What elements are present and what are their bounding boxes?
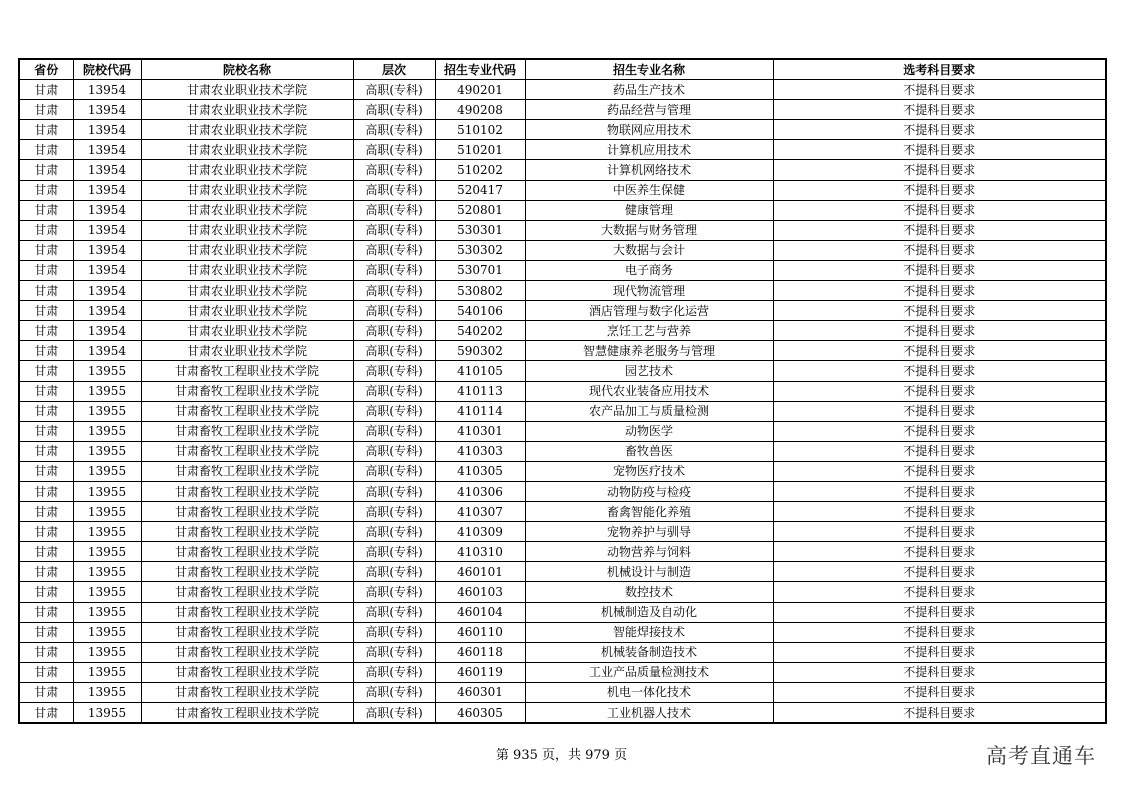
cell-major-name: 计算机网络技术 xyxy=(525,160,773,180)
cell-subject-requirement: 不提科目要求 xyxy=(773,582,1106,602)
cell-subject-requirement: 不提科目要求 xyxy=(773,703,1106,724)
cell-level: 高职(专科) xyxy=(353,481,435,501)
cell-subject-requirement: 不提科目要求 xyxy=(773,642,1106,662)
table-row xyxy=(19,140,1106,160)
cell-major-name: 机电一体化技术 xyxy=(525,682,773,702)
cell-school-code: 13954 xyxy=(73,180,141,200)
cell-level: 高职(专科) xyxy=(353,542,435,562)
cell-major-name: 计算机应用技术 xyxy=(525,140,773,160)
cell-subject-requirement: 不提科目要求 xyxy=(773,662,1106,682)
cell-level: 高职(专科) xyxy=(353,381,435,401)
cell-school-code: 13955 xyxy=(73,662,141,682)
cell-subject-requirement: 不提科目要求 xyxy=(773,200,1106,220)
cell-school-code: 13955 xyxy=(73,421,141,441)
cell-major-code: 410309 xyxy=(435,522,525,542)
cell-school-name: 甘肃农业职业技术学院 xyxy=(141,140,353,160)
cell-school-code: 13954 xyxy=(73,240,141,260)
cell-major-code: 410114 xyxy=(435,401,525,421)
table-row xyxy=(19,260,1106,280)
cell-school-name: 甘肃畜牧工程职业技术学院 xyxy=(141,381,353,401)
table-row xyxy=(19,502,1106,522)
table-row xyxy=(19,160,1106,180)
cell-school-name: 甘肃畜牧工程职业技术学院 xyxy=(141,522,353,542)
cell-subject-requirement: 不提科目要求 xyxy=(773,341,1106,361)
cell-province: 甘肃 xyxy=(19,622,73,642)
table-row xyxy=(19,602,1106,622)
cell-level: 高职(专科) xyxy=(353,301,435,321)
cell-major-name: 农产品加工与质量检测 xyxy=(525,401,773,421)
cell-major-code: 410113 xyxy=(435,381,525,401)
cell-school-code: 13954 xyxy=(73,100,141,120)
table-row xyxy=(19,522,1106,542)
header-school-name: 院校名称 xyxy=(141,59,353,80)
cell-province: 甘肃 xyxy=(19,301,73,321)
cell-subject-requirement: 不提科目要求 xyxy=(773,100,1106,120)
cell-major-name: 机械制造及自动化 xyxy=(525,602,773,622)
cell-major-code: 540106 xyxy=(435,301,525,321)
cell-subject-requirement: 不提科目要求 xyxy=(773,260,1106,280)
cell-province: 甘肃 xyxy=(19,100,73,120)
cell-level: 高职(专科) xyxy=(353,703,435,724)
cell-province: 甘肃 xyxy=(19,240,73,260)
cell-level: 高职(专科) xyxy=(353,622,435,642)
cell-school-code: 13954 xyxy=(73,200,141,220)
cell-school-code: 13955 xyxy=(73,481,141,501)
cell-major-code: 460104 xyxy=(435,602,525,622)
table-row xyxy=(19,200,1106,220)
cell-major-code: 510201 xyxy=(435,140,525,160)
cell-major-name: 机械设计与制造 xyxy=(525,562,773,582)
table-row xyxy=(19,682,1106,702)
cell-school-code: 13954 xyxy=(73,281,141,301)
cell-level: 高职(专科) xyxy=(353,421,435,441)
cell-school-code: 13955 xyxy=(73,562,141,582)
cell-province: 甘肃 xyxy=(19,140,73,160)
cell-subject-requirement: 不提科目要求 xyxy=(773,421,1106,441)
cell-province: 甘肃 xyxy=(19,602,73,622)
cell-school-name: 甘肃农业职业技术学院 xyxy=(141,180,353,200)
cell-major-code: 460118 xyxy=(435,642,525,662)
cell-major-name: 畜牧兽医 xyxy=(525,441,773,461)
cell-province: 甘肃 xyxy=(19,200,73,220)
cell-province: 甘肃 xyxy=(19,321,73,341)
cell-level: 高职(专科) xyxy=(353,321,435,341)
cell-school-code: 13955 xyxy=(73,642,141,662)
cell-subject-requirement: 不提科目要求 xyxy=(773,682,1106,702)
cell-school-name: 甘肃农业职业技术学院 xyxy=(141,301,353,321)
cell-school-name: 甘肃农业职业技术学院 xyxy=(141,260,353,280)
cell-major-name: 园艺技术 xyxy=(525,361,773,381)
cell-level: 高职(专科) xyxy=(353,562,435,582)
table-row xyxy=(19,120,1106,140)
cell-school-code: 13954 xyxy=(73,220,141,240)
cell-major-code: 530802 xyxy=(435,281,525,301)
cell-province: 甘肃 xyxy=(19,120,73,140)
cell-province: 甘肃 xyxy=(19,361,73,381)
cell-major-name: 大数据与会计 xyxy=(525,240,773,260)
table-row xyxy=(19,80,1106,100)
cell-subject-requirement: 不提科目要求 xyxy=(773,180,1106,200)
cell-subject-requirement: 不提科目要求 xyxy=(773,622,1106,642)
cell-school-code: 13955 xyxy=(73,361,141,381)
cell-major-code: 510102 xyxy=(435,120,525,140)
cell-level: 高职(专科) xyxy=(353,180,435,200)
cell-province: 甘肃 xyxy=(19,441,73,461)
cell-province: 甘肃 xyxy=(19,281,73,301)
cell-level: 高职(专科) xyxy=(353,100,435,120)
header-major-code: 招生专业代码 xyxy=(435,59,525,80)
cell-subject-requirement: 不提科目要求 xyxy=(773,401,1106,421)
cell-major-code: 410305 xyxy=(435,461,525,481)
cell-major-name: 数控技术 xyxy=(525,582,773,602)
cell-school-code: 13955 xyxy=(73,542,141,562)
table-row xyxy=(19,421,1106,441)
header-province: 省份 xyxy=(19,59,73,80)
cell-school-code: 13955 xyxy=(73,441,141,461)
header-level: 层次 xyxy=(353,59,435,80)
cell-school-name: 甘肃畜牧工程职业技术学院 xyxy=(141,421,353,441)
cell-school-code: 13955 xyxy=(73,461,141,481)
cell-province: 甘肃 xyxy=(19,220,73,240)
cell-subject-requirement: 不提科目要求 xyxy=(773,502,1106,522)
cell-major-name: 动物医学 xyxy=(525,421,773,441)
table-header-row xyxy=(19,59,1106,80)
cell-school-name: 甘肃畜牧工程职业技术学院 xyxy=(141,502,353,522)
table-row xyxy=(19,281,1106,301)
table-row xyxy=(19,622,1106,642)
cell-major-code: 490208 xyxy=(435,100,525,120)
cell-school-name: 甘肃农业职业技术学院 xyxy=(141,80,353,100)
cell-major-name: 智能焊接技术 xyxy=(525,622,773,642)
cell-level: 高职(专科) xyxy=(353,502,435,522)
cell-major-code: 460119 xyxy=(435,662,525,682)
cell-major-name: 健康管理 xyxy=(525,200,773,220)
cell-subject-requirement: 不提科目要求 xyxy=(773,602,1106,622)
cell-level: 高职(专科) xyxy=(353,140,435,160)
cell-subject-requirement: 不提科目要求 xyxy=(773,562,1106,582)
cell-subject-requirement: 不提科目要求 xyxy=(773,381,1106,401)
cell-province: 甘肃 xyxy=(19,461,73,481)
cell-major-code: 410307 xyxy=(435,502,525,522)
cell-level: 高职(专科) xyxy=(353,682,435,702)
cell-level: 高职(专科) xyxy=(353,200,435,220)
cell-level: 高职(专科) xyxy=(353,80,435,100)
cell-school-name: 甘肃畜牧工程职业技术学院 xyxy=(141,662,353,682)
cell-subject-requirement: 不提科目要求 xyxy=(773,481,1106,501)
table-row xyxy=(19,321,1106,341)
cell-major-name: 烹饪工艺与营养 xyxy=(525,321,773,341)
cell-major-code: 460301 xyxy=(435,682,525,702)
cell-major-name: 药品生产技术 xyxy=(525,80,773,100)
cell-major-code: 520801 xyxy=(435,200,525,220)
cell-province: 甘肃 xyxy=(19,562,73,582)
header-major-name: 招生专业名称 xyxy=(525,59,773,80)
cell-school-code: 13955 xyxy=(73,401,141,421)
cell-school-name: 甘肃畜牧工程职业技术学院 xyxy=(141,642,353,662)
cell-school-name: 甘肃畜牧工程职业技术学院 xyxy=(141,542,353,562)
table-row xyxy=(19,441,1106,461)
cell-province: 甘肃 xyxy=(19,522,73,542)
cell-province: 甘肃 xyxy=(19,421,73,441)
cell-major-name: 机械装备制造技术 xyxy=(525,642,773,662)
cell-school-code: 13954 xyxy=(73,160,141,180)
cell-school-name: 甘肃农业职业技术学院 xyxy=(141,341,353,361)
cell-school-code: 13955 xyxy=(73,622,141,642)
cell-major-code: 410310 xyxy=(435,542,525,562)
cell-major-name: 智慧健康养老服务与管理 xyxy=(525,341,773,361)
cell-major-name: 工业产品质量检测技术 xyxy=(525,662,773,682)
cell-school-code: 13954 xyxy=(73,301,141,321)
cell-school-name: 甘肃畜牧工程职业技术学院 xyxy=(141,582,353,602)
cell-subject-requirement: 不提科目要求 xyxy=(773,120,1106,140)
cell-level: 高职(专科) xyxy=(353,341,435,361)
cell-level: 高职(专科) xyxy=(353,361,435,381)
cell-level: 高职(专科) xyxy=(353,582,435,602)
cell-subject-requirement: 不提科目要求 xyxy=(773,160,1106,180)
cell-level: 高职(专科) xyxy=(353,220,435,240)
cell-province: 甘肃 xyxy=(19,80,73,100)
table-row xyxy=(19,240,1106,260)
page-number: 第 935 页，共 979 页 xyxy=(495,748,628,763)
cell-province: 甘肃 xyxy=(19,260,73,280)
cell-province: 甘肃 xyxy=(19,502,73,522)
cell-school-name: 甘肃畜牧工程职业技术学院 xyxy=(141,361,353,381)
cell-school-name: 甘肃农业职业技术学院 xyxy=(141,120,353,140)
cell-major-name: 动物营养与饲料 xyxy=(525,542,773,562)
cell-major-code: 530301 xyxy=(435,220,525,240)
cell-subject-requirement: 不提科目要求 xyxy=(773,301,1106,321)
cell-major-code: 530701 xyxy=(435,260,525,280)
cell-school-code: 13955 xyxy=(73,502,141,522)
cell-school-name: 甘肃农业职业技术学院 xyxy=(141,160,353,180)
table-row xyxy=(19,662,1106,682)
cell-major-name: 动物防疫与检疫 xyxy=(525,481,773,501)
cell-school-name: 甘肃畜牧工程职业技术学院 xyxy=(141,401,353,421)
cell-school-code: 13954 xyxy=(73,260,141,280)
header-subject-requirement: 选考科目要求 xyxy=(773,59,1106,80)
table-row xyxy=(19,703,1106,724)
cell-subject-requirement: 不提科目要求 xyxy=(773,80,1106,100)
cell-province: 甘肃 xyxy=(19,180,73,200)
table-body xyxy=(19,80,1106,724)
table-row xyxy=(19,220,1106,240)
cell-school-name: 甘肃畜牧工程职业技术学院 xyxy=(141,481,353,501)
cell-major-code: 510202 xyxy=(435,160,525,180)
cell-major-code: 410301 xyxy=(435,421,525,441)
cell-level: 高职(专科) xyxy=(353,642,435,662)
cell-subject-requirement: 不提科目要求 xyxy=(773,321,1106,341)
cell-major-code: 540202 xyxy=(435,321,525,341)
table-row xyxy=(19,341,1106,361)
table-row xyxy=(19,542,1106,562)
cell-level: 高职(专科) xyxy=(353,120,435,140)
cell-school-name: 甘肃畜牧工程职业技术学院 xyxy=(141,622,353,642)
table-row xyxy=(19,642,1106,662)
cell-school-code: 13954 xyxy=(73,321,141,341)
cell-major-code: 460103 xyxy=(435,582,525,602)
cell-major-name: 工业机器人技术 xyxy=(525,703,773,724)
table-row xyxy=(19,582,1106,602)
cell-major-code: 490201 xyxy=(435,80,525,100)
cell-level: 高职(专科) xyxy=(353,441,435,461)
cell-school-name: 甘肃畜牧工程职业技术学院 xyxy=(141,441,353,461)
cell-subject-requirement: 不提科目要求 xyxy=(773,220,1106,240)
cell-province: 甘肃 xyxy=(19,582,73,602)
admissions-table xyxy=(18,58,1107,724)
cell-level: 高职(专科) xyxy=(353,602,435,622)
cell-subject-requirement: 不提科目要求 xyxy=(773,522,1106,542)
table-row xyxy=(19,180,1106,200)
cell-major-code: 410303 xyxy=(435,441,525,461)
cell-province: 甘肃 xyxy=(19,160,73,180)
cell-major-code: 410306 xyxy=(435,481,525,501)
cell-school-code: 13955 xyxy=(73,703,141,724)
cell-major-name: 酒店管理与数字化运营 xyxy=(525,301,773,321)
cell-subject-requirement: 不提科目要求 xyxy=(773,281,1106,301)
cell-school-code: 13954 xyxy=(73,120,141,140)
cell-province: 甘肃 xyxy=(19,542,73,562)
cell-province: 甘肃 xyxy=(19,401,73,421)
cell-school-code: 13954 xyxy=(73,80,141,100)
table-row xyxy=(19,481,1106,501)
cell-major-name: 畜禽智能化养殖 xyxy=(525,502,773,522)
cell-school-name: 甘肃畜牧工程职业技术学院 xyxy=(141,461,353,481)
cell-major-code: 590302 xyxy=(435,341,525,361)
cell-major-code: 460101 xyxy=(435,562,525,582)
cell-province: 甘肃 xyxy=(19,381,73,401)
cell-major-name: 现代物流管理 xyxy=(525,281,773,301)
table-row xyxy=(19,361,1106,381)
cell-subject-requirement: 不提科目要求 xyxy=(773,461,1106,481)
cell-major-code: 530302 xyxy=(435,240,525,260)
cell-major-name: 现代农业装备应用技术 xyxy=(525,381,773,401)
table-row xyxy=(19,461,1106,481)
table-row xyxy=(19,562,1106,582)
cell-school-code: 13955 xyxy=(73,602,141,622)
cell-major-name: 中医养生保健 xyxy=(525,180,773,200)
cell-level: 高职(专科) xyxy=(353,522,435,542)
cell-major-name: 大数据与财务管理 xyxy=(525,220,773,240)
cell-province: 甘肃 xyxy=(19,341,73,361)
cell-province: 甘肃 xyxy=(19,682,73,702)
cell-school-code: 13954 xyxy=(73,140,141,160)
cell-level: 高职(专科) xyxy=(353,160,435,180)
cell-subject-requirement: 不提科目要求 xyxy=(773,542,1106,562)
cell-school-name: 甘肃农业职业技术学院 xyxy=(141,200,353,220)
cell-school-code: 13955 xyxy=(73,522,141,542)
watermark-logo: 高考直通车 xyxy=(986,744,1096,768)
cell-major-code: 460305 xyxy=(435,703,525,724)
cell-level: 高职(专科) xyxy=(353,662,435,682)
cell-school-code: 13954 xyxy=(73,341,141,361)
cell-school-code: 13955 xyxy=(73,381,141,401)
cell-school-name: 甘肃农业职业技术学院 xyxy=(141,220,353,240)
cell-level: 高职(专科) xyxy=(353,281,435,301)
cell-subject-requirement: 不提科目要求 xyxy=(773,140,1106,160)
cell-school-name: 甘肃畜牧工程职业技术学院 xyxy=(141,682,353,702)
cell-subject-requirement: 不提科目要求 xyxy=(773,240,1106,260)
cell-school-name: 甘肃畜牧工程职业技术学院 xyxy=(141,703,353,724)
cell-province: 甘肃 xyxy=(19,642,73,662)
cell-province: 甘肃 xyxy=(19,662,73,682)
cell-school-name: 甘肃农业职业技术学院 xyxy=(141,321,353,341)
cell-major-name: 宠物养护与驯导 xyxy=(525,522,773,542)
header-school-code: 院校代码 xyxy=(73,59,141,80)
table-row xyxy=(19,301,1106,321)
cell-school-code: 13955 xyxy=(73,582,141,602)
cell-school-name: 甘肃畜牧工程职业技术学院 xyxy=(141,562,353,582)
cell-major-name: 电子商务 xyxy=(525,260,773,280)
cell-province: 甘肃 xyxy=(19,703,73,724)
cell-major-name: 宠物医疗技术 xyxy=(525,461,773,481)
cell-major-name: 物联网应用技术 xyxy=(525,120,773,140)
cell-school-name: 甘肃农业职业技术学院 xyxy=(141,240,353,260)
cell-province: 甘肃 xyxy=(19,481,73,501)
cell-subject-requirement: 不提科目要求 xyxy=(773,361,1106,381)
cell-major-code: 460110 xyxy=(435,622,525,642)
cell-level: 高职(专科) xyxy=(353,240,435,260)
cell-major-code: 520417 xyxy=(435,180,525,200)
table-row xyxy=(19,381,1106,401)
cell-level: 高职(专科) xyxy=(353,260,435,280)
cell-level: 高职(专科) xyxy=(353,461,435,481)
cell-level: 高职(专科) xyxy=(353,401,435,421)
cell-school-code: 13955 xyxy=(73,682,141,702)
cell-school-name: 甘肃农业职业技术学院 xyxy=(141,281,353,301)
cell-school-name: 甘肃畜牧工程职业技术学院 xyxy=(141,602,353,622)
cell-subject-requirement: 不提科目要求 xyxy=(773,441,1106,461)
cell-major-name: 药品经营与管理 xyxy=(525,100,773,120)
cell-school-name: 甘肃农业职业技术学院 xyxy=(141,100,353,120)
table-row xyxy=(19,100,1106,120)
table-row xyxy=(19,401,1106,421)
cell-major-code: 410105 xyxy=(435,361,525,381)
